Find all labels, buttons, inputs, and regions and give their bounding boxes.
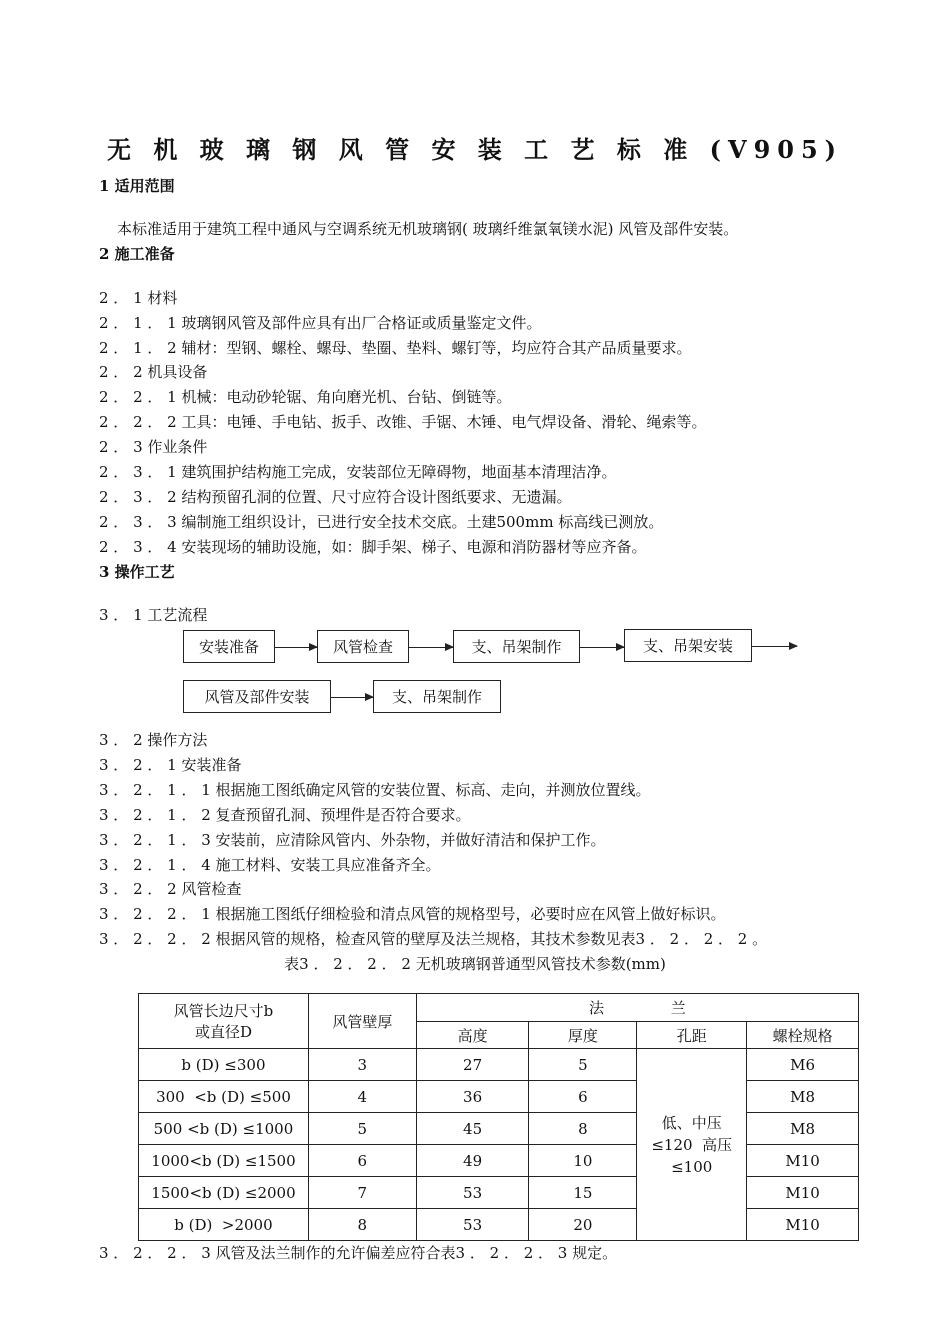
clause-3-1: 3 ． 1 工艺流程	[99, 606, 208, 624]
cell-wall: 7	[308, 1177, 416, 1209]
flow-arrow-icon	[275, 647, 317, 648]
cell-size: 300 <b (D) ≤500	[139, 1081, 309, 1113]
cell-thickness: 6	[529, 1081, 637, 1113]
table-caption: 表3 ． 2 ． 2 ． 2 无机玻璃钢普通型风管技术参数(mm)	[284, 955, 666, 973]
cell-height: 45	[416, 1113, 529, 1145]
table-row	[139, 1177, 859, 1209]
cell-size: 1000<b (D) ≤1500	[139, 1145, 309, 1177]
cell-thickness: 5	[529, 1049, 637, 1081]
section-3-heading: 3 操作工艺	[99, 563, 175, 581]
cell-bolt: M10	[747, 1177, 859, 1209]
cell-size: b (D) ≤300	[139, 1049, 309, 1081]
header-bolt: 螺栓规格	[747, 1022, 859, 1049]
cell-thickness: 8	[529, 1113, 637, 1145]
cell-height: 36	[416, 1081, 529, 1113]
cell-wall: 5	[308, 1113, 416, 1145]
clause-2-2-2: 2 ． 2 ． 2 工具：电锤、手电钻、扳手、改锥、手锯、木锤、电气焊设备、滑轮、绳索等。	[99, 413, 707, 431]
flow-step-bracket-make: 支、吊架制作	[453, 630, 580, 663]
section-2-heading: 2 施工准备	[99, 245, 175, 263]
clause-2-2-1: 2 ． 2 ． 1 机械：电动砂轮锯、角向磨光机、台钻、倒链等。	[99, 388, 512, 406]
flow-step-prepare: 安装准备	[183, 630, 275, 663]
flow-arrow-icon	[580, 647, 624, 648]
flow-step-duct-install: 风管及部件安装	[183, 680, 331, 713]
clause-2-3-1: 2 ． 3 ． 1 建筑围护结构施工完成，安装部位无障碍物，地面基本清理洁净。	[99, 463, 617, 481]
header-size	[139, 994, 309, 1049]
header-wall: 风管壁厚	[308, 994, 416, 1049]
cell-size: 500 <b (D) ≤1000	[139, 1113, 309, 1145]
section-1-text: 本标准适用于建筑工程中通风与空调系统无机玻璃钢( 玻璃纤维氯氧镁水泥) 风管及部件安装。	[117, 220, 739, 238]
header-height: 高度	[416, 1022, 529, 1049]
header-thickness: 厚度	[529, 1022, 637, 1049]
clause-3-2-2-2: 3 ． 2 ． 2 ． 2 根据风管的规格，检查风管的壁厚及法兰规格，其技术参数见表3 ． 2 ． 2 ． 2 。	[99, 930, 768, 948]
table-row	[139, 1113, 859, 1145]
cell-thickness: 10	[529, 1145, 637, 1177]
table-row	[139, 1145, 859, 1177]
table-row	[139, 1081, 859, 1113]
clause-2-1: 2 ． 1 材料	[99, 289, 178, 307]
clause-2-2: 2 ． 2 机具设备	[99, 363, 208, 381]
cell-height: 53	[416, 1209, 529, 1241]
clause-2-1-1: 2 ． 1 ． 1 玻璃钢风管及部件应具有出厂合格证或质量鉴定文件。	[99, 314, 542, 332]
table-row	[139, 1209, 859, 1241]
duct-spec-table	[138, 993, 859, 1241]
clause-2-3-3: 2 ． 3 ． 3 编制施工组织设计，已进行安全技术交底。土建500mm 标高线已测放。	[99, 513, 664, 531]
cell-height: 49	[416, 1145, 529, 1177]
header-flange: 法 兰	[416, 994, 858, 1022]
flow-arrow-icon	[331, 697, 373, 698]
pitch-line3: ≤100	[671, 1157, 713, 1176]
clause-2-3-2: 2 ． 3 ． 2 结构预留孔洞的位置、尺寸应符合设计图纸要求、无遗漏。	[99, 488, 572, 506]
cell-bolt: M10	[747, 1145, 859, 1177]
cell-bolt: M10	[747, 1209, 859, 1241]
cell-size: b (D) >2000	[139, 1209, 309, 1241]
flow-arrow-icon	[409, 647, 453, 648]
cell-bolt: M8	[747, 1113, 859, 1145]
cell-wall: 4	[308, 1081, 416, 1113]
cell-pitch	[637, 1049, 747, 1241]
clause-2-3: 2 ． 3 作业条件	[99, 438, 208, 456]
header-pitch: 孔距	[637, 1022, 747, 1049]
section-1-heading: 1 适用范围	[99, 177, 175, 195]
cell-thickness: 20	[529, 1209, 637, 1241]
flow-arrow-icon	[752, 646, 797, 647]
cell-wall: 3	[308, 1049, 416, 1081]
header-size-line2: 或直径D	[194, 1023, 252, 1041]
clause-2-1-2: 2 ． 1 ． 2 辅材：型钢、螺栓、螺母、垫圈、垫料、螺钉等，均应符合其产品质量要求。	[99, 339, 692, 357]
cell-thickness: 15	[529, 1177, 637, 1209]
clause-2-3-4: 2 ． 3 ． 4 安装现场的辅助设施，如：脚手架、梯子、电源和消防器材等应齐备。	[99, 538, 647, 556]
clause-3-2-2-1: 3 ． 2 ． 2 ． 1 根据施工图纸仔细检验和清点风管的规格型号，必要时应在风管上做好标识。	[99, 905, 726, 923]
cell-bolt: M6	[747, 1049, 859, 1081]
flow-step-bracket-make-2: 支、吊架制作	[373, 680, 501, 713]
clause-3-2-1-1: 3 ． 2 ． 1 ． 1 根据施工图纸确定风管的安装位置、标高、走向，并测放位置线。	[99, 781, 651, 799]
clause-3-2-2: 3 ． 2 ． 2 风管检查	[99, 880, 242, 898]
pitch-line2: ≤120 高压	[651, 1135, 733, 1154]
cell-wall: 8	[308, 1209, 416, 1241]
table-row	[139, 1049, 859, 1081]
clause-3-2: 3 ． 2 操作方法	[99, 731, 208, 749]
clause-3-2-2-3: 3 ． 2 ． 2 ． 3 风管及法兰制作的允许偏差应符合表3 ． 2 ． 2 ． 3 规定。	[99, 1244, 618, 1262]
flow-step-bracket-install: 支、吊架安装	[624, 629, 752, 662]
clause-3-2-1-2: 3 ． 2 ． 1 ． 2 复查预留孔洞、预埋件是否符合要求。	[99, 806, 471, 824]
clause-3-2-1: 3 ． 2 ． 1 安装准备	[99, 756, 242, 774]
flow-step-inspect: 风管检查	[317, 630, 409, 663]
clause-3-2-1-4: 3 ． 2 ． 1 ． 4 施工材料、安装工具应准备齐全。	[99, 856, 441, 874]
cell-height: 53	[416, 1177, 529, 1209]
cell-size: 1500<b (D) ≤2000	[139, 1177, 309, 1209]
cell-height: 27	[416, 1049, 529, 1081]
header-size-line1: 风管长边尺寸b	[173, 1002, 274, 1020]
cell-bolt: M8	[747, 1081, 859, 1113]
pitch-line1: 低、中压	[661, 1113, 722, 1132]
page-title: 无 机 玻 璃 钢 风 管 安 装 工 艺 标 准 (V905)	[106, 135, 844, 164]
clause-3-2-1-3: 3 ． 2 ． 1 ． 3 安装前，应清除风管内、外杂物，并做好清洁和保护工作。	[99, 831, 606, 849]
cell-wall: 6	[308, 1145, 416, 1177]
